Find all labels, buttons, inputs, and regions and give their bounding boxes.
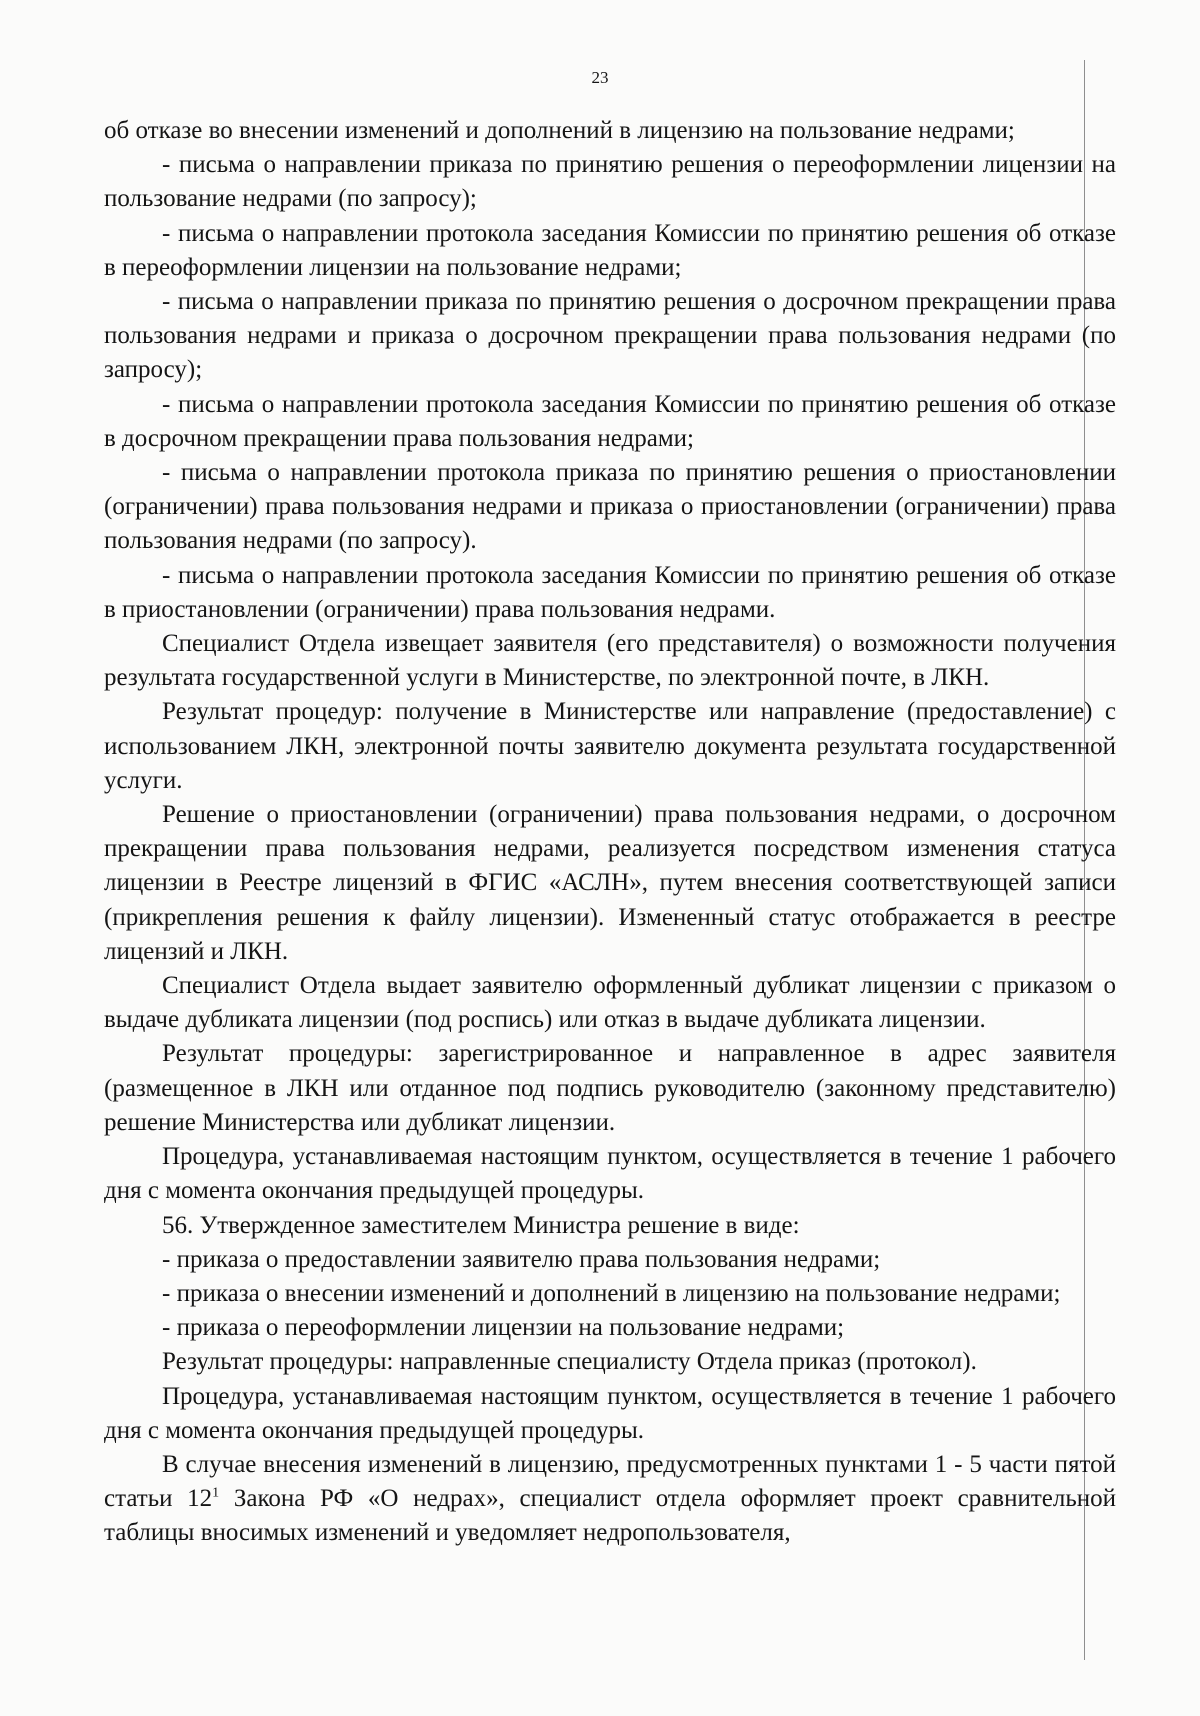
paragraph-4: - письма о направлении приказа по принятию решения о досрочном прекращении права пользования недрами и приказа о досрочном прекращении права пользования недрами (по запросу); — [104, 288, 1116, 384]
paragraph-12: Результат процедуры: зарегистрированное и направленное в адрес заявителя (размещенное в ЛКН или отданное под подпись руководителю (законному представителю) решение Министерства или дубликат лицензии. — [104, 1040, 1116, 1136]
paragraph-last — [104, 1448, 1116, 1551]
superscript-1: 1 — [212, 1485, 220, 1501]
page-number: 23 — [591, 68, 609, 87]
paragraph-15: - приказа о предоставлении заявителю права пользования недрами; — [162, 1245, 881, 1273]
paragraph-7: - письма о направлении протокола заседания Комиссии по принятию решения об отказе в приостановлении (ограничении) права пользования недрами. — [104, 561, 1116, 623]
paragraph-18: Результат процедуры: направленные специалисту Отдела приказ (протокол). — [162, 1348, 977, 1376]
paragraph-17: - приказа о переоформлении лицензии на пользование недрами; — [162, 1314, 845, 1342]
paragraph-19: Процедура, устанавливаемая настоящим пунктом, осуществляется в течение 1 рабочего дня с момента окончания предыдущей процедуры. — [104, 1382, 1116, 1444]
paragraph-6: - письма о направлении протокола приказа по принятию решения о приостановлении (ограничении) права пользования недрами и приказа о приостановлении (ограничении) права пользования недрами (по запросу). — [104, 459, 1116, 555]
paragraph-1: об отказе во внесении изменений и дополнений в лицензию на пользование недрами; — [104, 117, 1015, 144]
paragraph-2: - письма о направлении приказа по принятию решения о переоформлении лицензии на пользование недрами (по запросу); — [104, 151, 1116, 213]
paragraph-9: Результат процедур: получение в Министерстве или направление (предоставление) с использованием ЛКН, электронной почты заявителю документа результата государственной услуги. — [104, 698, 1116, 794]
paragraph-last-text-cont: Закона РФ «О недрах», специалист отдела оформляет проект сравнительной таблицы вносимых изменений и уведомляет недропользователя, — [104, 1485, 1116, 1547]
paragraph-14: 56. Утвержденное заместителем Министра решение в виде: — [162, 1211, 800, 1239]
document-body — [104, 114, 1116, 1551]
paragraph-11: Специалист Отдела выдает заявителю оформленный дубликат лицензии с приказом о выдаче дубликата лицензии (под роспись) или отказ в выдаче дубликата лицензии. — [104, 972, 1116, 1034]
paragraph-3: - письма о направлении протокола заседания Комиссии по принятию решения об отказе в переоформлении лицензии на пользование недрами; — [104, 219, 1116, 281]
paragraph-last-text: В случае внесения изменений в лицензию, предусмотренных пунктами 1 - 5 части пятой статьи 12 — [104, 1450, 1116, 1513]
paragraph-13: Процедура, устанавливаемая настоящим пунктом, осуществляется в течение 1 рабочего дня с момента окончания предыдущей процедуры. — [104, 1143, 1116, 1205]
paragraph-16: - приказа о внесении изменений и дополнений в лицензию на пользование недрами; — [162, 1279, 1061, 1307]
paragraph-5: - письма о направлении протокола заседания Комиссии по принятию решения об отказе в досрочном прекращении права пользования недрами; — [104, 390, 1116, 452]
paragraph-8: Специалист Отдела извещает заявителя (его представителя) о возможности получения результата государственной услуги в Министерстве, по электронной почте, в ЛКН. — [104, 630, 1116, 692]
paragraph-10: Решение о приостановлении (ограничении) права пользования недрами, о досрочном прекращении права пользования недрами, реализуется посредством изменения статуса лицензии в Реестре лицензий в ФГИС «АСЛН», путем внесения соответствующей записи (прикрепления решения к файлу лицензии). Измененный статус отображается в реестре лицензий и ЛКН. — [104, 801, 1116, 965]
